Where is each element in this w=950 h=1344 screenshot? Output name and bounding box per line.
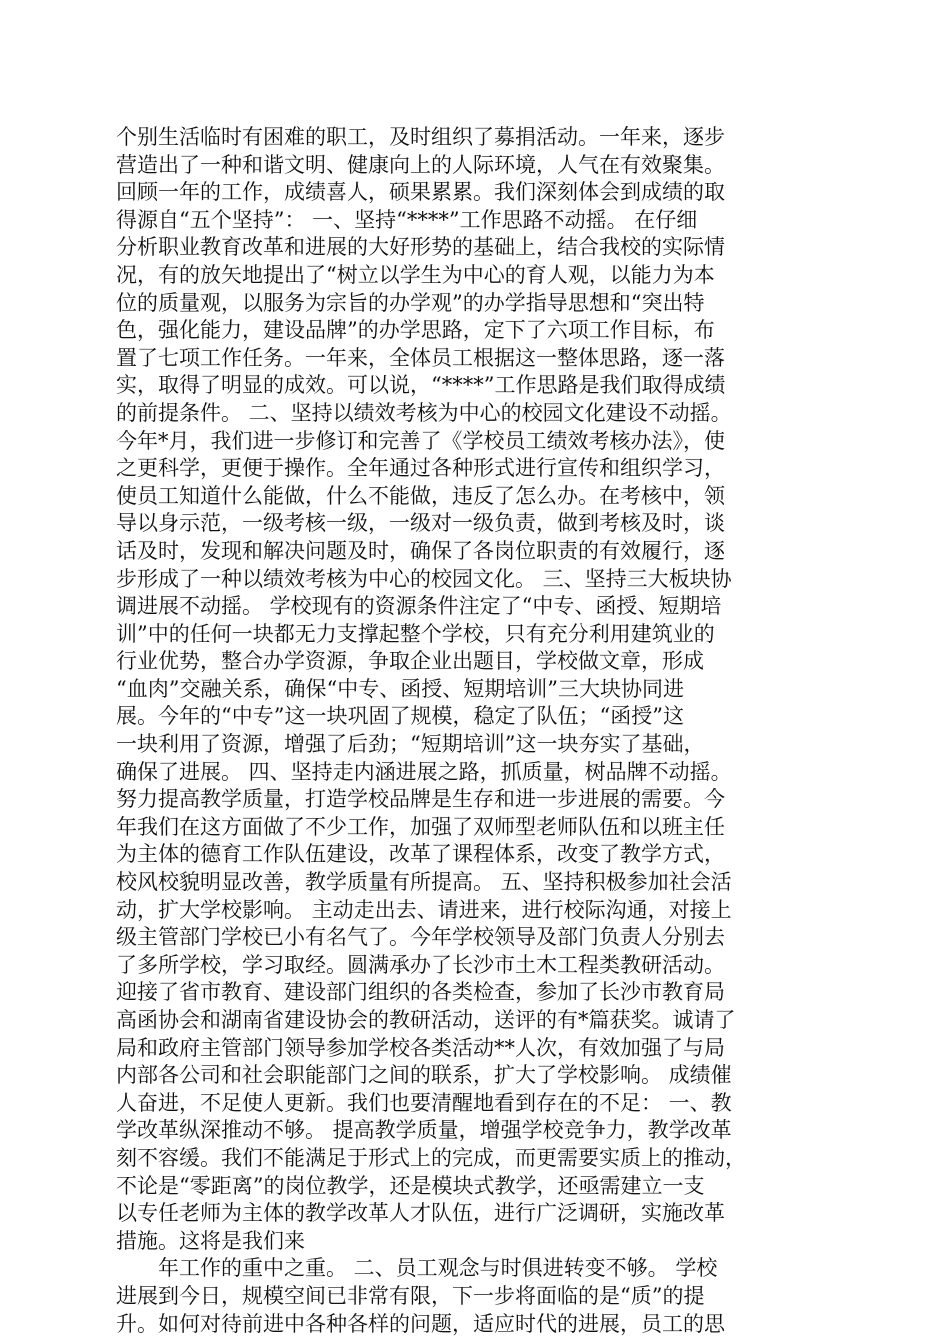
text-line: 努力提高教学质量，打造学校品牌是生存和进一步进展的需要。今 [116, 787, 725, 812]
text-line: 个别生活临时有困难的职工，及时组织了募捐活动。一年来，逐步 [116, 125, 725, 149]
text-line: 学改革纵深推动不够。 提高教学质量，增强学校竞争力，教学改革 [116, 1118, 732, 1143]
text-line: 确保了进展。 四、坚持走内涵进展之路，抓质量，树品牌不动摇。 [116, 759, 732, 784]
text-line: 使员工知道什么能做，什么不能做，违反了怎么办。在考核中，领 [116, 483, 725, 508]
text-line: 人奋进，不足使人更新。我们也要清醒地看到存在的不足： 一、教 [116, 1090, 732, 1115]
text-line: 步形成了一种以绩效考核为中心的校园文化。 三、坚持三大板块协 [116, 566, 732, 591]
text-line: 色，强化能力，建设品牌”的办学思路，定下了六项工作目标，布 [116, 318, 715, 343]
text-line: 得源自“五个坚持”： 一、坚持“****”工作思路不动摇。 在仔细 [116, 207, 698, 232]
text-line: 训”中的任何一块都无力支撑起整个学校，只有充分利用建筑业的 [116, 621, 715, 646]
text-line: 话及时，发现和解决问题及时，确保了各岗位职责的有效履行，逐 [116, 538, 725, 563]
text-line: 实，取得了明显的成效。可以说，“****”工作思路是我们取得成绩 [116, 373, 726, 398]
text-line: 措施。这将是我们来 [116, 1228, 305, 1253]
text-line: 置了七项工作任务。一年来，全体员工根据这一整体思路，逐一落 [116, 345, 725, 370]
text-line: 内部各公司和社会职能部门之间的联系，扩大了学校影响。 成绩催 [116, 1063, 732, 1088]
text-line: 了多所学校，学习取经。圆满承办了长沙市土木工程类教研活动。 [116, 952, 725, 977]
text-line: “血肉”交融关系，确保“中专、函授、短期培训”三大块协同进 [116, 676, 684, 701]
text-line: 年我们在这方面做了不少工作，加强了双师型老师队伍和以班主任 [116, 814, 725, 839]
text-line: 动，扩大学校影响。 主动走出去、请进来，进行校际沟通，对接上 [116, 897, 732, 922]
text-line: 今年*月，我们进一步修订和完善了《学校员工绩效考核办法》，使 [116, 428, 725, 453]
text-line: 导以身示范，一级考核一级，一级对一级负责，做到考核及时，谈 [116, 511, 725, 536]
text-line: 况，有的放矢地提出了“树立以学生为中心的育人观，以能力为本 [116, 262, 715, 287]
text-line: 以专任老师为主体的教学改革人才队伍，进行广泛调研，实施改革 [116, 1201, 725, 1226]
text-line: 不论是“零距离”的岗位教学，还是模块式教学，还亟需建立一支 [116, 1173, 705, 1198]
text-line: 行业优势，整合办学资源，争取企业出题目，学校做文章，形成 [116, 649, 704, 674]
text-line: 展。今年的“中专”这一块巩固了规模，稳定了队伍；“函授”这 [116, 704, 684, 729]
text-line: 校风校貌明显改善，教学质量有所提高。 五、坚持积极参加社会活 [116, 870, 732, 895]
text-line: 之更科学，更便于操作。全年通过各种形式进行宣传和组织学习， [116, 456, 725, 481]
body-text [116, 124, 826, 1338]
text-line: 为主体的德育工作队伍建设，改革了课程体系，改变了教学方式， [116, 842, 725, 867]
text-line: 年工作的重中之重。 二、员工观念与时俱进转变不够。 学校 [158, 1256, 718, 1281]
text-line: 进展到今日，规模空间已非常有限，下一步将面临的是“质”的提 [116, 1283, 705, 1308]
text-line: 级主管部门学校已小有名气了。今年学校领导及部门负责人分别去 [116, 925, 725, 950]
text-line: 高函协会和湖南省建设协会的教研活动，送评的有*篇获奖。诚请了 [116, 1008, 736, 1032]
text-line: 刻不容缓。我们不能满足于形式上的完成，而更需要实质上的推动， [116, 1145, 746, 1170]
text-line: 分析职业教育改革和进展的大好形势的基础上，结合我校的实际情 [116, 235, 725, 260]
text-line: 调进展不动摇。 学校现有的资源条件注定了“中专、函授、短期培 [116, 594, 722, 619]
text-line: 位的质量观，以服务为宗旨的办学观”的办学指导思想和“突出特 [116, 290, 705, 315]
text-line: 局和政府主管部门领导参加学校各类活动**人次，有效加强了与局 [116, 1035, 725, 1060]
text-line: 的前提条件。 二、坚持以绩效考核为中心的校园文化建设不动摇。 [116, 400, 732, 425]
text-line: 升。如何对待前进中各种各样的问题，适应时代的进展，员工的思 [116, 1311, 725, 1336]
text-line: 一块利用了资源，增强了后劲；“短期培训”这一块夯实了基础， [116, 732, 705, 757]
text-line: 回顾一年的工作，成绩喜人，硕果累累。我们深刻体会到成绩的取 [116, 180, 725, 205]
text-line: 迎接了省市教育、建设部门组织的各类检查，参加了长沙市教育局 [116, 980, 725, 1005]
text-line: 营造出了一种和谐文明、健康向上的人际环境，人气在有效聚集。 [116, 152, 725, 177]
